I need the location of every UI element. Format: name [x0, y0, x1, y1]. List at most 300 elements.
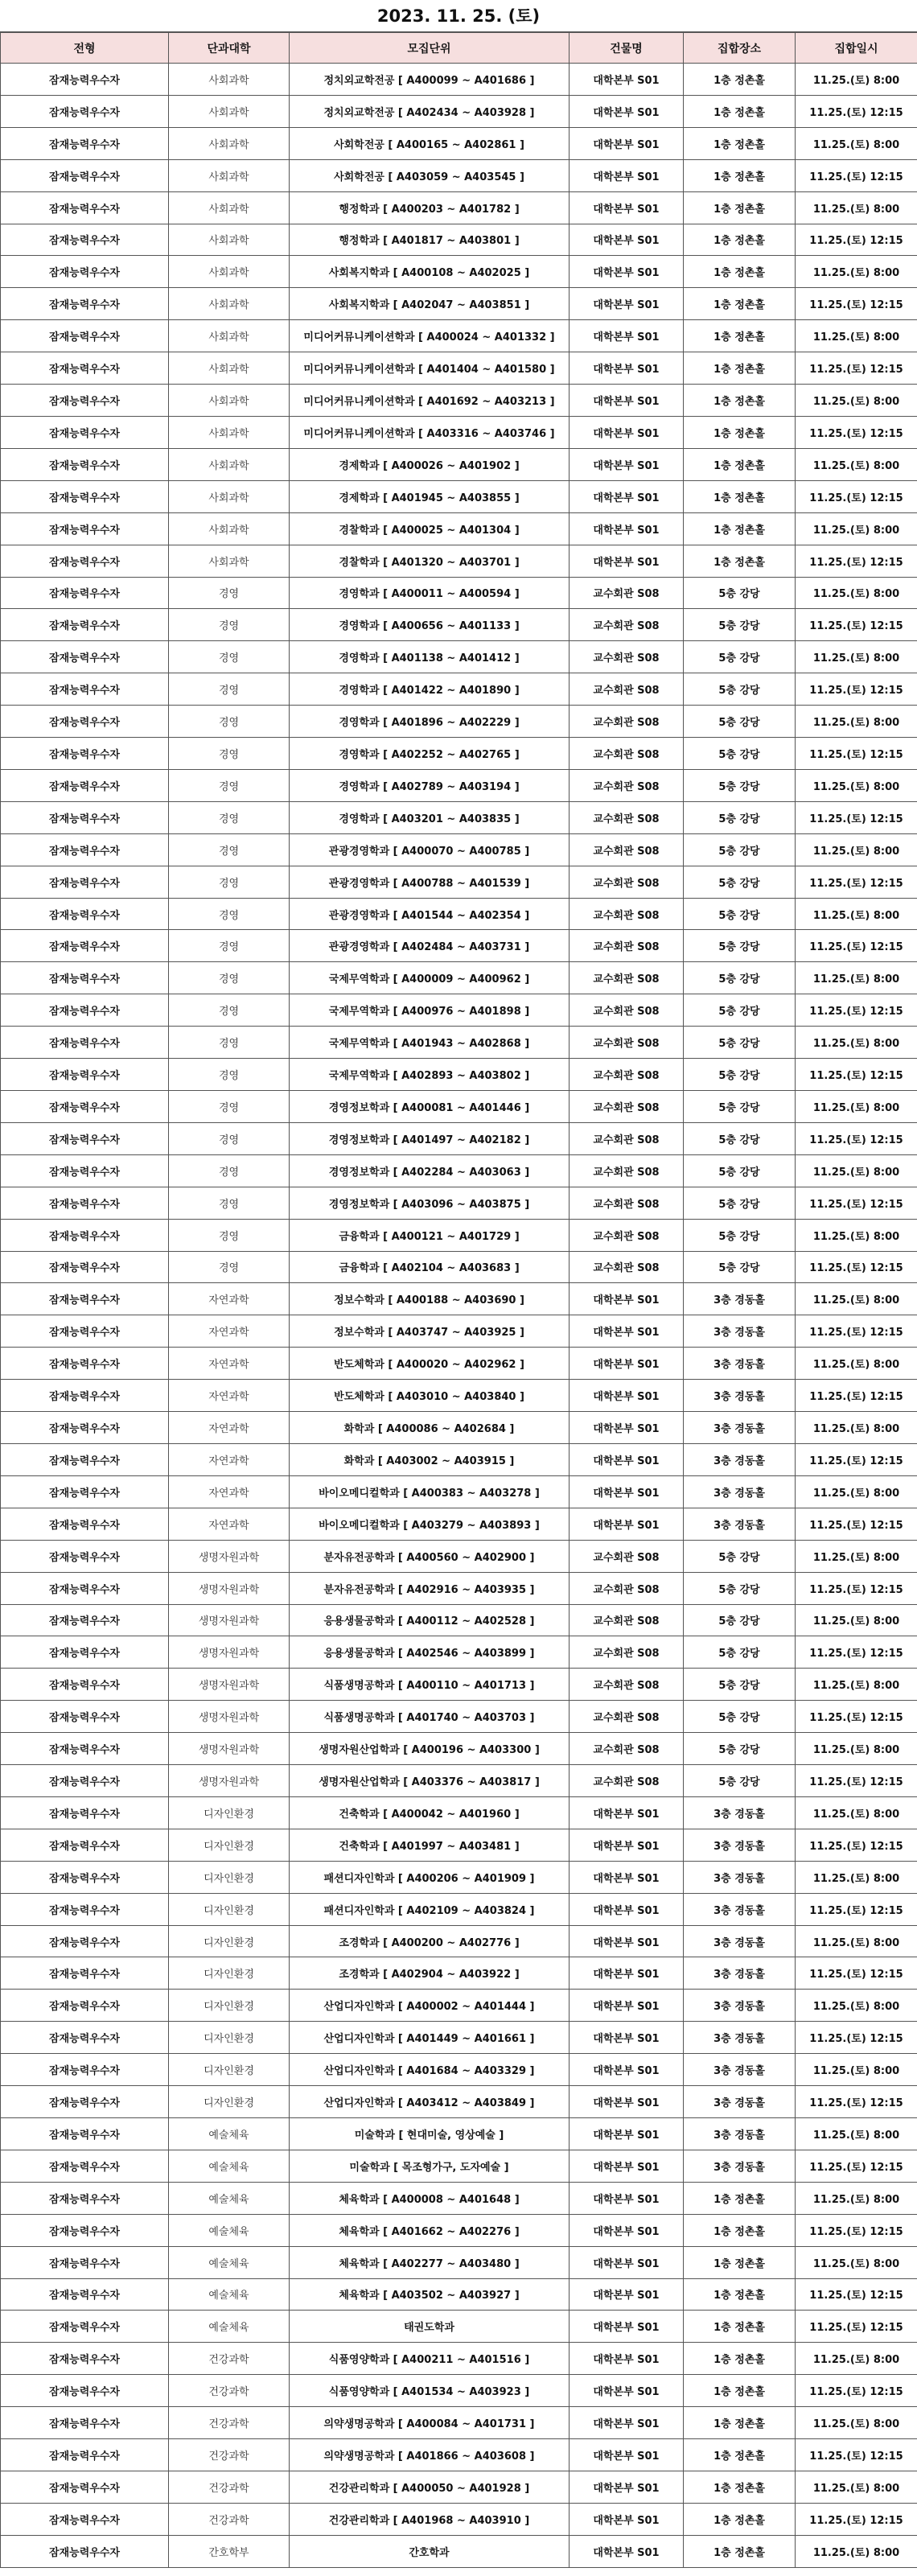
cell-college: 디자인환경 — [169, 1925, 290, 1957]
cell-unit: 바이오메디컬학과 [ A403279 ~ A403893 ] — [290, 1508, 570, 1540]
table-row — [1, 1027, 917, 1059]
table-row — [1, 127, 917, 159]
cell-place: 5층 강당 — [684, 1669, 796, 1701]
cell-college: 사회과학 — [169, 224, 290, 256]
cell-time: 11.25.(토) 8:00 — [796, 1348, 917, 1380]
cell-place: 1층 정촌홀 — [684, 191, 796, 224]
cell-building: 교수회관 S08 — [570, 1251, 684, 1283]
cell-unit: 의약생명공학과 [ A400084 ~ A401731 ] — [290, 2407, 570, 2439]
cell-place: 1층 정촌홀 — [684, 2439, 796, 2471]
cell-college: 디자인환경 — [169, 1829, 290, 1861]
cell-unit: 의약생명공학과 [ A401866 ~ A403608 ] — [290, 2439, 570, 2471]
cell-building: 교수회관 S08 — [570, 1154, 684, 1187]
table-row — [1, 801, 917, 833]
cell-college: 사회과학 — [169, 448, 290, 480]
table-row — [1, 1059, 917, 1091]
cell-college: 디자인환경 — [169, 2022, 290, 2054]
cell-track: 잠재능력우수자 — [1, 1765, 169, 1797]
cell-track: 잠재능력우수자 — [1, 1669, 169, 1701]
cell-time: 11.25.(토) 12:15 — [796, 1251, 917, 1283]
cell-unit: 사회학전공 [ A403059 ~ A403545 ] — [290, 159, 570, 191]
cell-building: 교수회관 S08 — [570, 1572, 684, 1604]
cell-unit: 식품생명공학과 [ A400110 ~ A401713 ] — [290, 1669, 570, 1701]
cell-unit: 사회학전공 [ A400165 ~ A402861 ] — [290, 127, 570, 159]
cell-unit: 경영정보학과 [ A400081 ~ A401446 ] — [290, 1091, 570, 1123]
cell-building: 대학본부 S01 — [570, 2407, 684, 2439]
cell-time: 11.25.(토) 12:15 — [796, 2022, 917, 2054]
cell-track: 잠재능력우수자 — [1, 64, 169, 96]
cell-place: 5층 강당 — [684, 577, 796, 609]
cell-track: 잠재능력우수자 — [1, 1187, 169, 1219]
cell-place: 5층 강당 — [684, 1572, 796, 1604]
cell-building: 대학본부 S01 — [570, 545, 684, 577]
cell-track: 잠재능력우수자 — [1, 2471, 169, 2503]
table-row — [1, 1669, 917, 1701]
cell-building: 대학본부 S01 — [570, 1380, 684, 1412]
cell-time: 11.25.(토) 12:15 — [796, 2375, 917, 2407]
cell-college: 경영 — [169, 1154, 290, 1187]
cell-place: 5층 강당 — [684, 930, 796, 962]
cell-time: 11.25.(토) 12:15 — [796, 930, 917, 962]
cell-building: 대학본부 S01 — [570, 159, 684, 191]
table-row — [1, 2311, 917, 2343]
cell-unit: 정보수학과 [ A403747 ~ A403925 ] — [290, 1315, 570, 1348]
table-row — [1, 962, 917, 994]
cell-track: 잠재능력우수자 — [1, 898, 169, 930]
cell-time: 11.25.(토) 12:15 — [796, 416, 917, 448]
cell-college: 경영 — [169, 1091, 290, 1123]
cell-time: 11.25.(토) 8:00 — [796, 1091, 917, 1123]
table-row — [1, 1348, 917, 1380]
cell-place: 1층 정촌홀 — [684, 2503, 796, 2535]
cell-time: 11.25.(토) 8:00 — [796, 833, 917, 866]
cell-unit: 관광경영학과 [ A401544 ~ A402354 ] — [290, 898, 570, 930]
cell-track: 잠재능력우수자 — [1, 224, 169, 256]
cell-track: 잠재능력우수자 — [1, 1572, 169, 1604]
table-row — [1, 1861, 917, 1893]
cell-track: 잠재능력우수자 — [1, 962, 169, 994]
cell-time: 11.25.(토) 8:00 — [796, 320, 917, 352]
cell-college: 예술체육 — [169, 2278, 290, 2311]
cell-time: 11.25.(토) 12:15 — [796, 2311, 917, 2343]
cell-time: 11.25.(토) 8:00 — [796, 2246, 917, 2278]
cell-time: 11.25.(토) 8:00 — [796, 2054, 917, 2086]
cell-building: 대학본부 S01 — [570, 1315, 684, 1348]
cell-unit: 경영학과 [ A403201 ~ A403835 ] — [290, 801, 570, 833]
cell-time: 11.25.(토) 12:15 — [796, 673, 917, 706]
cell-building: 대학본부 S01 — [570, 2343, 684, 2375]
cell-college: 경영 — [169, 706, 290, 738]
cell-time: 11.25.(토) 12:15 — [796, 1636, 917, 1669]
table-row — [1, 1122, 917, 1154]
cell-unit: 조경학과 [ A400200 ~ A402776 ] — [290, 1925, 570, 1957]
cell-unit: 분자유전공학과 [ A402916 ~ A403935 ] — [290, 1572, 570, 1604]
cell-time: 11.25.(토) 12:15 — [796, 994, 917, 1027]
cell-time: 11.25.(토) 8:00 — [796, 1412, 917, 1444]
cell-college: 생명자원과학 — [169, 1733, 290, 1765]
cell-building: 교수회관 S08 — [570, 1219, 684, 1251]
header-time: 집합일시 — [796, 33, 917, 64]
cell-unit: 경영학과 [ A401422 ~ A401890 ] — [290, 673, 570, 706]
cell-unit: 산업디자인학과 [ A401449 ~ A401661 ] — [290, 2022, 570, 2054]
cell-building: 대학본부 S01 — [570, 2311, 684, 2343]
cell-building: 대학본부 S01 — [570, 288, 684, 320]
cell-college: 생명자원과학 — [169, 1701, 290, 1733]
cell-time: 11.25.(토) 8:00 — [796, 1861, 917, 1893]
cell-place: 1층 정촌홀 — [684, 95, 796, 127]
cell-place: 5층 강당 — [684, 738, 796, 770]
cell-time: 11.25.(토) 12:15 — [796, 95, 917, 127]
cell-place: 1층 정촌홀 — [684, 2311, 796, 2343]
cell-building: 대학본부 S01 — [570, 256, 684, 288]
cell-track: 잠재능력우수자 — [1, 2214, 169, 2246]
table-row — [1, 1251, 917, 1283]
cell-place: 1층 정촌홀 — [684, 416, 796, 448]
cell-time: 11.25.(토) 12:15 — [796, 1187, 917, 1219]
cell-unit: 사회복지학과 [ A400108 ~ A402025 ] — [290, 256, 570, 288]
cell-place: 3층 경동홀 — [684, 1283, 796, 1315]
cell-unit: 경영학과 [ A402789 ~ A403194 ] — [290, 769, 570, 801]
cell-track: 잠재능력우수자 — [1, 2086, 169, 2118]
cell-track: 잠재능력우수자 — [1, 1027, 169, 1059]
cell-place: 1층 정촌홀 — [684, 2214, 796, 2246]
cell-track: 잠재능력우수자 — [1, 2503, 169, 2535]
table-row — [1, 1636, 917, 1669]
cell-track: 잠재능력우수자 — [1, 866, 169, 898]
table-row — [1, 1829, 917, 1861]
cell-time: 11.25.(토) 8:00 — [796, 385, 917, 417]
table-row — [1, 224, 917, 256]
cell-track: 잠재능력우수자 — [1, 1251, 169, 1283]
cell-place: 5층 강당 — [684, 994, 796, 1027]
cell-time: 11.25.(토) 8:00 — [796, 191, 917, 224]
header-row — [1, 33, 917, 64]
cell-track: 잠재능력우수자 — [1, 1443, 169, 1475]
cell-college: 자연과학 — [169, 1283, 290, 1315]
header-track: 전형 — [1, 33, 169, 64]
table-row — [1, 448, 917, 480]
cell-college: 생명자원과학 — [169, 1604, 290, 1636]
table-row — [1, 159, 917, 191]
cell-college: 건강과학 — [169, 2471, 290, 2503]
table-row — [1, 288, 917, 320]
table-row — [1, 898, 917, 930]
cell-track: 잠재능력우수자 — [1, 191, 169, 224]
table-row — [1, 1219, 917, 1251]
cell-college: 생명자원과학 — [169, 1636, 290, 1669]
cell-time: 11.25.(토) 8:00 — [796, 1219, 917, 1251]
table-row — [1, 673, 917, 706]
table-row — [1, 2118, 917, 2150]
cell-unit: 경영학과 [ A402252 ~ A402765 ] — [290, 738, 570, 770]
table-row — [1, 1604, 917, 1636]
cell-unit: 금융학과 [ A402104 ~ A403683 ] — [290, 1251, 570, 1283]
cell-building: 대학본부 S01 — [570, 480, 684, 512]
cell-building: 대학본부 S01 — [570, 1412, 684, 1444]
cell-building: 대학본부 S01 — [570, 1443, 684, 1475]
cell-time: 11.25.(토) 8:00 — [796, 256, 917, 288]
cell-building: 대학본부 S01 — [570, 1475, 684, 1508]
table-row — [1, 191, 917, 224]
cell-track: 잠재능력우수자 — [1, 1059, 169, 1091]
cell-building: 교수회관 S08 — [570, 641, 684, 673]
cell-unit: 간호학과 — [290, 2535, 570, 2567]
cell-unit: 경영정보학과 [ A401497 ~ A402182 ] — [290, 1122, 570, 1154]
cell-unit: 정치외교학전공 [ A400099 ~ A401686 ] — [290, 64, 570, 96]
cell-time: 11.25.(토) 8:00 — [796, 1604, 917, 1636]
table-row — [1, 1925, 917, 1957]
cell-college: 생명자원과학 — [169, 1765, 290, 1797]
cell-unit: 행정학과 [ A401817 ~ A403801 ] — [290, 224, 570, 256]
cell-unit: 산업디자인학과 [ A400002 ~ A401444 ] — [290, 1990, 570, 2022]
cell-unit: 경찰학과 [ A400025 ~ A401304 ] — [290, 512, 570, 545]
cell-unit: 관광경영학과 [ A402484 ~ A403731 ] — [290, 930, 570, 962]
cell-college: 사회과학 — [169, 385, 290, 417]
cell-college: 자연과학 — [169, 1443, 290, 1475]
cell-building: 대학본부 S01 — [570, 2150, 684, 2182]
cell-college: 사회과학 — [169, 288, 290, 320]
table-row — [1, 2022, 917, 2054]
cell-time: 11.25.(토) 12:15 — [796, 2439, 917, 2471]
cell-building: 대학본부 S01 — [570, 448, 684, 480]
cell-track: 잠재능력우수자 — [1, 2278, 169, 2311]
cell-building: 대학본부 S01 — [570, 1508, 684, 1540]
table-row — [1, 2086, 917, 2118]
cell-college: 예술체육 — [169, 2182, 290, 2214]
cell-place: 5층 강당 — [684, 1027, 796, 1059]
cell-building: 대학본부 S01 — [570, 512, 684, 545]
cell-time: 11.25.(토) 12:15 — [796, 288, 917, 320]
cell-building: 교수회관 S08 — [570, 1733, 684, 1765]
cell-place: 5층 강당 — [684, 1219, 796, 1251]
cell-college: 사회과학 — [169, 256, 290, 288]
cell-place: 5층 강당 — [684, 706, 796, 738]
table-row — [1, 866, 917, 898]
cell-college: 자연과학 — [169, 1508, 290, 1540]
cell-building: 교수회관 S08 — [570, 1540, 684, 1572]
table-row — [1, 577, 917, 609]
cell-building: 교수회관 S08 — [570, 1604, 684, 1636]
cell-time: 11.25.(토) 12:15 — [796, 1059, 917, 1091]
cell-college: 건강과학 — [169, 2343, 290, 2375]
cell-place: 1층 정촌홀 — [684, 159, 796, 191]
cell-unit: 미디어커뮤니케이션학과 [ A401404 ~ A401580 ] — [290, 352, 570, 385]
table-row — [1, 1508, 917, 1540]
cell-building: 대학본부 S01 — [570, 1925, 684, 1957]
cell-unit: 패션디자인학과 [ A402109 ~ A403824 ] — [290, 1893, 570, 1925]
cell-place: 3층 경동홀 — [684, 2022, 796, 2054]
cell-place: 1층 정촌홀 — [684, 320, 796, 352]
cell-unit: 경영정보학과 [ A402284 ~ A403063 ] — [290, 1154, 570, 1187]
cell-time: 11.25.(토) 8:00 — [796, 1475, 917, 1508]
cell-track: 잠재능력우수자 — [1, 738, 169, 770]
table-row — [1, 64, 917, 96]
table-row — [1, 1765, 917, 1797]
cell-college: 건강과학 — [169, 2407, 290, 2439]
table-row — [1, 256, 917, 288]
cell-building: 대학본부 S01 — [570, 1861, 684, 1893]
table-row — [1, 2150, 917, 2182]
cell-place: 3층 경동홀 — [684, 2150, 796, 2182]
table-row — [1, 1733, 917, 1765]
cell-track: 잠재능력우수자 — [1, 2343, 169, 2375]
cell-place: 5층 강당 — [684, 801, 796, 833]
cell-time: 11.25.(토) 12:15 — [796, 545, 917, 577]
cell-unit: 경찰학과 [ A401320 ~ A403701 ] — [290, 545, 570, 577]
table-row — [1, 2343, 917, 2375]
cell-building: 대학본부 S01 — [570, 127, 684, 159]
cell-unit: 생명자원산업학과 [ A403376 ~ A403817 ] — [290, 1765, 570, 1797]
cell-track: 잠재능력우수자 — [1, 1283, 169, 1315]
cell-place: 5층 강당 — [684, 962, 796, 994]
cell-unit: 화학과 [ A403002 ~ A403915 ] — [290, 1443, 570, 1475]
cell-place: 3층 경동홀 — [684, 1475, 796, 1508]
cell-building: 교수회관 S08 — [570, 962, 684, 994]
cell-track: 잠재능력우수자 — [1, 2022, 169, 2054]
cell-building: 교수회관 S08 — [570, 1701, 684, 1733]
cell-track: 잠재능력우수자 — [1, 2535, 169, 2567]
cell-place: 5층 강당 — [684, 1059, 796, 1091]
cell-time: 11.25.(토) 12:15 — [796, 1893, 917, 1925]
cell-place: 1층 정촌홀 — [684, 545, 796, 577]
cell-track: 잠재능력우수자 — [1, 2182, 169, 2214]
cell-track: 잠재능력우수자 — [1, 1315, 169, 1348]
cell-place: 3층 경동홀 — [684, 1412, 796, 1444]
cell-unit: 건강관리학과 [ A400050 ~ A401928 ] — [290, 2471, 570, 2503]
cell-college: 예술체육 — [169, 2150, 290, 2182]
header-place: 집합장소 — [684, 33, 796, 64]
cell-unit: 미디어커뮤니케이션학과 [ A403316 ~ A403746 ] — [290, 416, 570, 448]
cell-unit: 반도체학과 [ A403010 ~ A403840 ] — [290, 1380, 570, 1412]
cell-unit: 미술학과 [ 목조형가구, 도자예술 ] — [290, 2150, 570, 2182]
cell-time: 11.25.(토) 12:15 — [796, 1957, 917, 1990]
table-row — [1, 2278, 917, 2311]
cell-track: 잠재능력우수자 — [1, 1091, 169, 1123]
table-row — [1, 2246, 917, 2278]
cell-unit: 체육학과 [ A403502 ~ A403927 ] — [290, 2278, 570, 2311]
cell-time: 11.25.(토) 12:15 — [796, 1122, 917, 1154]
cell-unit: 정보수학과 [ A400188 ~ A403690 ] — [290, 1283, 570, 1315]
cell-time: 11.25.(토) 8:00 — [796, 1283, 917, 1315]
table-row — [1, 1957, 917, 1990]
cell-college: 경영 — [169, 994, 290, 1027]
cell-place: 5층 강당 — [684, 1091, 796, 1123]
cell-time: 11.25.(토) 8:00 — [796, 1154, 917, 1187]
cell-time: 11.25.(토) 8:00 — [796, 1733, 917, 1765]
cell-time: 11.25.(토) 12:15 — [796, 1572, 917, 1604]
cell-building: 대학본부 S01 — [570, 1796, 684, 1829]
cell-unit: 식품영양학과 [ A400211 ~ A401516 ] — [290, 2343, 570, 2375]
cell-college: 경영 — [169, 641, 290, 673]
cell-time: 11.25.(토) 8:00 — [796, 1669, 917, 1701]
cell-college: 사회과학 — [169, 127, 290, 159]
cell-college: 사회과학 — [169, 159, 290, 191]
cell-place: 1층 정촌홀 — [684, 480, 796, 512]
cell-college: 디자인환경 — [169, 1893, 290, 1925]
cell-unit: 관광경영학과 [ A400788 ~ A401539 ] — [290, 866, 570, 898]
cell-time: 11.25.(토) 12:15 — [796, 801, 917, 833]
cell-track: 잠재능력우수자 — [1, 1475, 169, 1508]
cell-time: 11.25.(토) 8:00 — [796, 2118, 917, 2150]
cell-unit: 금융학과 [ A400121 ~ A401729 ] — [290, 1219, 570, 1251]
cell-unit: 조경학과 [ A402904 ~ A403922 ] — [290, 1957, 570, 1990]
cell-college: 디자인환경 — [169, 1861, 290, 1893]
cell-college: 경영 — [169, 898, 290, 930]
cell-track: 잠재능력우수자 — [1, 1957, 169, 1990]
cell-unit: 건축학과 [ A400042 ~ A401960 ] — [290, 1796, 570, 1829]
cell-place: 5층 강당 — [684, 1540, 796, 1572]
cell-track: 잠재능력우수자 — [1, 1412, 169, 1444]
cell-place: 3층 경동홀 — [684, 1348, 796, 1380]
cell-unit: 건강관리학과 [ A401968 ~ A403910 ] — [290, 2503, 570, 2535]
cell-place: 3층 경동홀 — [684, 1861, 796, 1893]
cell-building: 대학본부 S01 — [570, 2182, 684, 2214]
cell-building: 대학본부 S01 — [570, 385, 684, 417]
cell-place: 1층 정촌홀 — [684, 2343, 796, 2375]
cell-place: 1층 정촌홀 — [684, 64, 796, 96]
cell-time: 11.25.(토) 8:00 — [796, 2535, 917, 2567]
cell-track: 잠재능력우수자 — [1, 2118, 169, 2150]
cell-building: 대학본부 S01 — [570, 224, 684, 256]
cell-place: 5층 강당 — [684, 673, 796, 706]
cell-unit: 관광경영학과 [ A400070 ~ A400785 ] — [290, 833, 570, 866]
cell-track: 잠재능력우수자 — [1, 512, 169, 545]
cell-unit: 체육학과 [ A402277 ~ A403480 ] — [290, 2246, 570, 2278]
cell-college: 사회과학 — [169, 416, 290, 448]
cell-college: 경영 — [169, 769, 290, 801]
cell-place: 5층 강당 — [684, 1604, 796, 1636]
cell-building: 교수회관 S08 — [570, 769, 684, 801]
cell-building: 대학본부 S01 — [570, 1893, 684, 1925]
cell-unit: 미디어커뮤니케이션학과 [ A400024 ~ A401332 ] — [290, 320, 570, 352]
cell-track: 잠재능력우수자 — [1, 95, 169, 127]
table-row — [1, 545, 917, 577]
cell-time: 11.25.(토) 12:15 — [796, 2503, 917, 2535]
cell-time: 11.25.(토) 8:00 — [796, 512, 917, 545]
cell-unit: 국제무역학과 [ A402893 ~ A403802 ] — [290, 1059, 570, 1091]
cell-college: 건강과학 — [169, 2375, 290, 2407]
cell-place: 1층 정촌홀 — [684, 2246, 796, 2278]
cell-track: 잠재능력우수자 — [1, 930, 169, 962]
cell-track: 잠재능력우수자 — [1, 833, 169, 866]
cell-unit: 국제무역학과 [ A401943 ~ A402868 ] — [290, 1027, 570, 1059]
cell-unit: 바이오메디컬학과 [ A400383 ~ A403278 ] — [290, 1475, 570, 1508]
cell-building: 교수회관 S08 — [570, 1669, 684, 1701]
cell-place: 1층 정촌홀 — [684, 2407, 796, 2439]
cell-building: 대학본부 S01 — [570, 1829, 684, 1861]
schedule-table — [0, 32, 917, 2568]
cell-building: 대학본부 S01 — [570, 2278, 684, 2311]
cell-college: 예술체육 — [169, 2214, 290, 2246]
cell-college: 예술체육 — [169, 2311, 290, 2343]
cell-unit: 경영학과 [ A401896 ~ A402229 ] — [290, 706, 570, 738]
cell-time: 11.25.(토) 8:00 — [796, 706, 917, 738]
cell-unit: 분자유전공학과 [ A400560 ~ A402900 ] — [290, 1540, 570, 1572]
cell-place: 5층 강당 — [684, 898, 796, 930]
cell-place: 1층 정촌홀 — [684, 2182, 796, 2214]
cell-building: 대학본부 S01 — [570, 2246, 684, 2278]
cell-place: 5층 강당 — [684, 866, 796, 898]
cell-building: 교수회관 S08 — [570, 1122, 684, 1154]
table-body — [1, 64, 917, 2568]
cell-unit: 체육학과 [ A400008 ~ A401648 ] — [290, 2182, 570, 2214]
table-row — [1, 641, 917, 673]
table-row — [1, 994, 917, 1027]
cell-unit: 식품영양학과 [ A401534 ~ A403923 ] — [290, 2375, 570, 2407]
cell-track: 잠재능력우수자 — [1, 159, 169, 191]
cell-place: 1층 정촌홀 — [684, 2471, 796, 2503]
cell-time: 11.25.(토) 12:15 — [796, 2086, 917, 2118]
